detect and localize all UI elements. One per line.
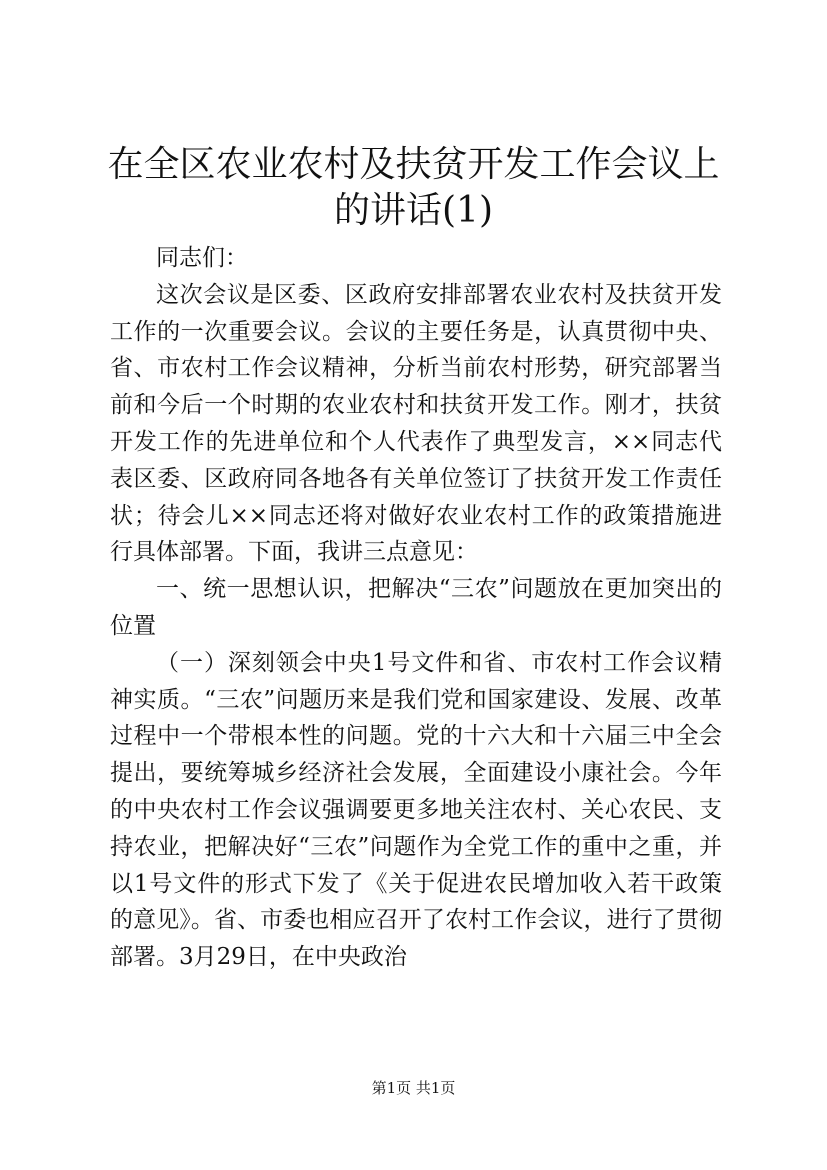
salutation: 同志们：	[156, 245, 248, 271]
section-heading: 一、统一思想认识，把解决“三农”问题放在更加突出的位置	[110, 576, 722, 639]
body-paragraph: 这次会议是区委、区政府安排部署农业农村及扶贫开发工作的一次重要会议。会议的主要任务是，认真贯彻中央、省、市农村工作会议精神，分析当前农村形势，研究部署当前和今后一个时期的农业农村和扶贫开发工作。刚才，扶贫开发工作的先进单位和个人代表作了典型发言，××同志代表区委、区政府同各地各有关单位签订了扶贫开发工作责任状；待会儿××同志还将对做好农业农村工作的政策措施进行具体部署。下面，我讲三点意见：	[110, 281, 722, 566]
document-title: 在全区农业农村及扶贫开发工作会议上的讲话(1)	[107, 144, 720, 231]
body-paragraph: （一）深刻领会中央1号文件和省、市农村工作会议精神实质。“三农”问题历来是我们党和国家建设、发展、改革过程中一个带根本性的问题。党的十六大和十六届三中全会提出，要统筹城乡经济社会发展，全面建设小康社会。今年的中央农村工作会议强调要更多地关注农村、关心农民、支持农业，把解决好“三农”问题作为全党工作的重中之重，并以1号文件的形式下发了《关于促进农民增加收入若干政策的意见》。省、市委也相应召开了农村工作会议，进行了贯彻部署。3月29日，在中央政治	[110, 649, 722, 971]
page-footer: 第1页 共1页	[371, 1079, 456, 1097]
document-body	[110, 240, 722, 976]
